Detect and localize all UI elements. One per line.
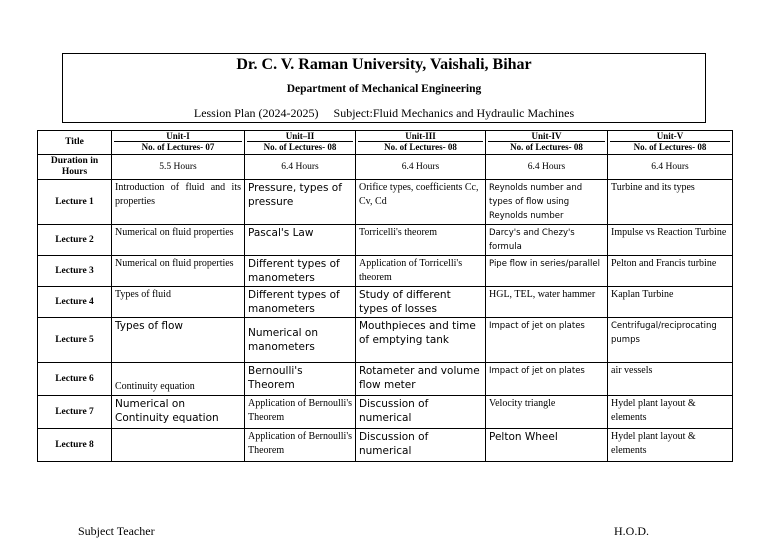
lecture-label: Lecture 2 xyxy=(38,225,112,256)
lecture-cell: Application of Torricelli's theorem xyxy=(356,256,486,287)
lecture-cell: Study of different types of losses xyxy=(356,287,486,318)
lecture-cell: Torricelli's theorem xyxy=(356,225,486,256)
lecture-cell: Rotameter and volume flow meter xyxy=(356,363,486,396)
lecture-label: Lecture 8 xyxy=(38,429,112,462)
unit-lectures: No. of Lectures- 08 xyxy=(610,141,730,152)
lecture-cell: Bernoulli's Theorem xyxy=(245,363,356,396)
lecture-row xyxy=(38,180,733,225)
subject-name: Subject:Fluid Mechanics and Hydraulic Machines xyxy=(333,106,575,120)
unit-lectures: No. of Lectures- 08 xyxy=(488,141,605,152)
lecture-cell: Application of Bernoulli's Theorem xyxy=(245,429,356,462)
lecture-label: Lecture 5 xyxy=(38,318,112,363)
lecture-cell: Mouthpieces and time of emptying tank xyxy=(356,318,486,363)
lecture-label: Lecture 7 xyxy=(38,396,112,429)
lecture-label: Lecture 3 xyxy=(38,256,112,287)
unit-name: Unit-V xyxy=(656,131,684,141)
unit-lectures: No. of Lectures- 07 xyxy=(114,141,242,152)
lecture-cell: Different types of manometers xyxy=(245,256,356,287)
unit-header xyxy=(112,131,245,155)
lecture-cell: Pipe flow in series/parallel xyxy=(486,256,608,287)
lecture-cell: Centrifugal/reciprocating pumps xyxy=(608,318,733,363)
lecture-cell: Numerical on fluid properties xyxy=(112,256,245,287)
hod-label: H.O.D. xyxy=(614,524,649,538)
lecture-cell: Application of Bernoulli's Theorem xyxy=(245,396,356,429)
lecture-cell: Discussion of numerical xyxy=(356,429,486,462)
unit-lectures: No. of Lectures- 08 xyxy=(247,141,353,152)
duration-label: Duration in Hours xyxy=(38,155,112,180)
lecture-cell: Pelton and Francis turbine xyxy=(608,256,733,287)
lecture-row xyxy=(38,318,733,363)
unit-name: Unit-III xyxy=(405,131,436,141)
lecture-cell: Kaplan Turbine xyxy=(608,287,733,318)
duration-cell: 6.4 Hours xyxy=(245,155,356,180)
lecture-cell: Continuity equation xyxy=(112,363,245,396)
lecture-cell: Pressure, types of pressure xyxy=(245,180,356,225)
lecture-cell: Impulse vs Reaction Turbine xyxy=(608,225,733,256)
lecture-cell: Orifice types, coefficients Cc, Cv, Cd xyxy=(356,180,486,225)
lecture-row xyxy=(38,287,733,318)
lecture-cell: Reynolds number and types of flow using Reynolds number xyxy=(486,180,608,225)
lecture-row xyxy=(38,429,733,462)
document-header xyxy=(62,53,706,123)
unit-header xyxy=(486,131,608,155)
duration-row xyxy=(38,155,733,180)
lecture-cell: Numerical on manometers xyxy=(245,318,356,363)
duration-cell: 5.5 Hours xyxy=(112,155,245,180)
lecture-label: Lecture 6 xyxy=(38,363,112,396)
lecture-cell: Introduction of fluid and its properties xyxy=(112,180,245,225)
subject-teacher-label: Subject Teacher xyxy=(78,524,155,538)
lecture-cell: Types of fluid xyxy=(112,287,245,318)
lecture-cell: HGL, TEL, water hammer xyxy=(486,287,608,318)
lecture-cell: Types of flow xyxy=(112,318,245,363)
unit-lectures: No. of Lectures- 08 xyxy=(358,141,483,152)
lecture-cell: air vessels xyxy=(608,363,733,396)
lecture-cell: Hydel plant layout & elements xyxy=(608,396,733,429)
lecture-cell: Hydel plant layout & elements xyxy=(608,429,733,462)
lecture-label: Lecture 4 xyxy=(38,287,112,318)
lesson-plan-table xyxy=(37,130,733,462)
unit-header xyxy=(608,131,733,155)
lecture-cell: Numerical on Continuity equation xyxy=(112,396,245,429)
lecture-cell: Impact of jet on plates xyxy=(486,318,608,363)
lecture-cell: Numerical on fluid properties xyxy=(112,225,245,256)
lecture-cell: Turbine and its types xyxy=(608,180,733,225)
duration-cell: 6.4 Hours xyxy=(608,155,733,180)
lecture-label: Lecture 1 xyxy=(38,180,112,225)
lecture-row xyxy=(38,396,733,429)
plan-line xyxy=(63,106,705,121)
lecture-cell: Darcy's and Chezy's formula xyxy=(486,225,608,256)
plan-year: Lession Plan (2024-2025) xyxy=(193,106,319,120)
department-name: Department of Mechanical Engineering xyxy=(286,83,482,95)
university-name: Dr. C. V. Raman University, Vaishali, Bihar xyxy=(236,56,532,73)
lecture-cell: Impact of jet on plates xyxy=(486,363,608,396)
duration-cell: 6.4 Hours xyxy=(356,155,486,180)
lecture-cell: Different types of manometers xyxy=(245,287,356,318)
duration-cell: 6.4 Hours xyxy=(486,155,608,180)
lecture-cell: Velocity triangle xyxy=(486,396,608,429)
lecture-row xyxy=(38,363,733,396)
title-label: Title xyxy=(38,131,112,155)
unit-name: Unit-IV xyxy=(531,131,562,141)
unit-name: Unit–II xyxy=(285,131,315,141)
lecture-row xyxy=(38,256,733,287)
lecture-row xyxy=(38,225,733,256)
lecture-cell: Pascal's Law xyxy=(245,225,356,256)
unit-header-row xyxy=(38,131,733,155)
lecture-cell: Pelton Wheel xyxy=(486,429,608,462)
unit-header xyxy=(356,131,486,155)
lecture-cell xyxy=(112,429,245,462)
lecture-cell: Discussion of numerical xyxy=(356,396,486,429)
unit-header xyxy=(245,131,356,155)
unit-name: Unit-I xyxy=(166,131,190,141)
